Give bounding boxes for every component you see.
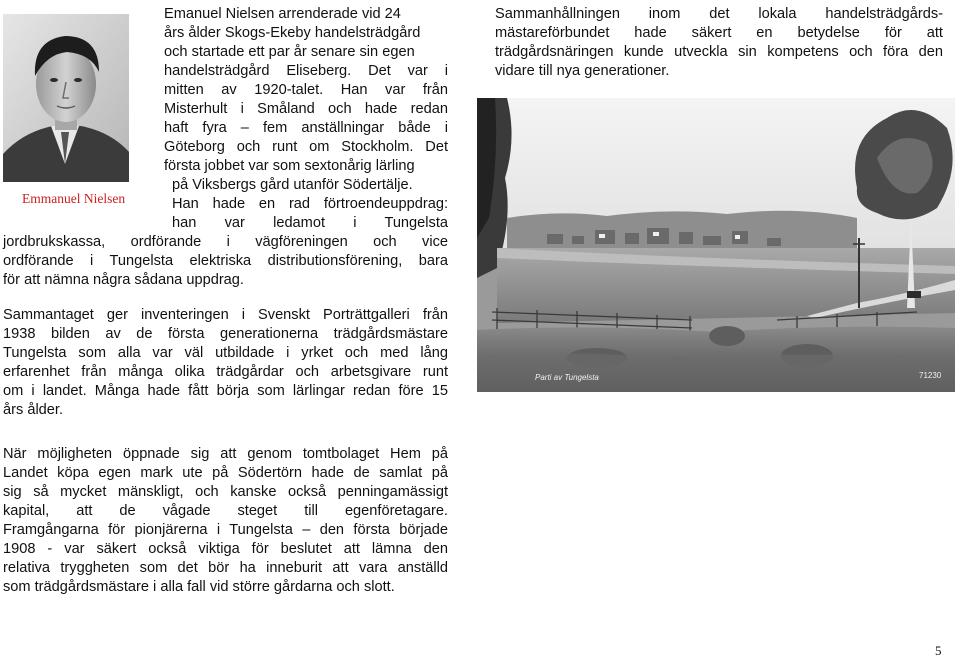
summary-line: om i landet. Många hade fått börja som lärlingar redan före 15: [3, 383, 448, 399]
intro-line: han var ledamot i Tungelsta: [172, 215, 448, 231]
intro-line: Göteborg och runt om Stockholm. Det: [164, 139, 448, 155]
intro-line: ordförande i Tungelsta elektriska distributionsförening, bara: [3, 253, 448, 269]
intro-line: Misterhult i Småland och hade redan: [164, 101, 448, 117]
summary-line: Sammantaget ger inventeringen i Svenskt Porträttgalleri från: [3, 307, 448, 323]
intro-line: för att nämna några sådana uppdrag.: [3, 272, 244, 288]
association-line: Sammanhållningen inom det lokala handelsträdgårds-: [495, 6, 943, 22]
photo-number: 71230: [919, 371, 942, 380]
association-line: mästareförbundet hade säkert en betydelse för att: [495, 25, 943, 41]
opportunity-line: sig så mycket mänskligt, och kanske också penningamässigt: [3, 484, 448, 500]
photo-label: Parti av Tungelsta: [535, 373, 599, 382]
page-number: 5: [935, 643, 942, 658]
intro-line: och startade ett par år senare sin egen: [164, 44, 415, 60]
association-line: trädgårdsnäringen kunde utveckla sin kompetens och föra den: [495, 44, 943, 60]
intro-line: haft fyra – fem anställningar både i: [164, 120, 448, 136]
portrait-caption: Emmanuel Nielsen: [22, 191, 126, 206]
association-line: vidare till nya generationer.: [495, 63, 670, 79]
opportunity-line: Framgångarna för pionjärerna i Tungelsta – den första började: [3, 522, 448, 538]
intro-line: handelsträdgård Eliseberg. Det var i: [164, 63, 448, 79]
opportunity-line: relativa tryggheten som det bör ha inneburit att vara anställd: [3, 560, 448, 576]
opportunity-line: Landet köpa egen mark ute på Södertörn hade de samlat på: [3, 465, 448, 481]
summary-line: erfarenhet från många olika trädgårdar och arbetsgivare runt: [3, 364, 448, 380]
portrait-photo: [3, 14, 129, 184]
landscape-image: [477, 98, 955, 392]
portrait-image: [3, 14, 129, 184]
opportunity-line: När möjligheten öppnade sig att genom tomtbolaget Hem på: [3, 446, 448, 462]
intro-line: Han hade en rad förtroendeuppdrag:: [172, 196, 448, 212]
intro-line: års ålder Skogs-Ekeby handelsträdgård: [164, 25, 421, 41]
intro-line: första jobbet var som sextonårig lärling: [164, 158, 415, 174]
landscape-photo: [477, 98, 955, 392]
intro-line: mitten av 1920-talet. Han var från: [164, 82, 448, 98]
intro-line: på Viksbergs gård utanför Södertälje.: [172, 177, 413, 193]
summary-line: års ålder.: [3, 402, 64, 418]
intro-line: Emanuel Nielsen arrenderade vid 24: [164, 6, 401, 22]
summary-line: Tungelsta som alla var väl utbildade i yrket och med lång: [3, 345, 448, 361]
opportunity-line: 1908 - var säkert också viktiga för beslutet att lämna den: [3, 541, 448, 557]
opportunity-line: kapital, att de vågade steget till egenföretagare.: [3, 503, 448, 519]
opportunity-line: som trädgårdsmästare i alla fall vid större gårdarna och slott.: [3, 579, 395, 595]
summary-line: 1938 bilden av de första generationerna trädgårdsmästare: [3, 326, 448, 342]
intro-line: jordbrukskassa, ordförande i vägföreningen och vice: [3, 234, 448, 250]
